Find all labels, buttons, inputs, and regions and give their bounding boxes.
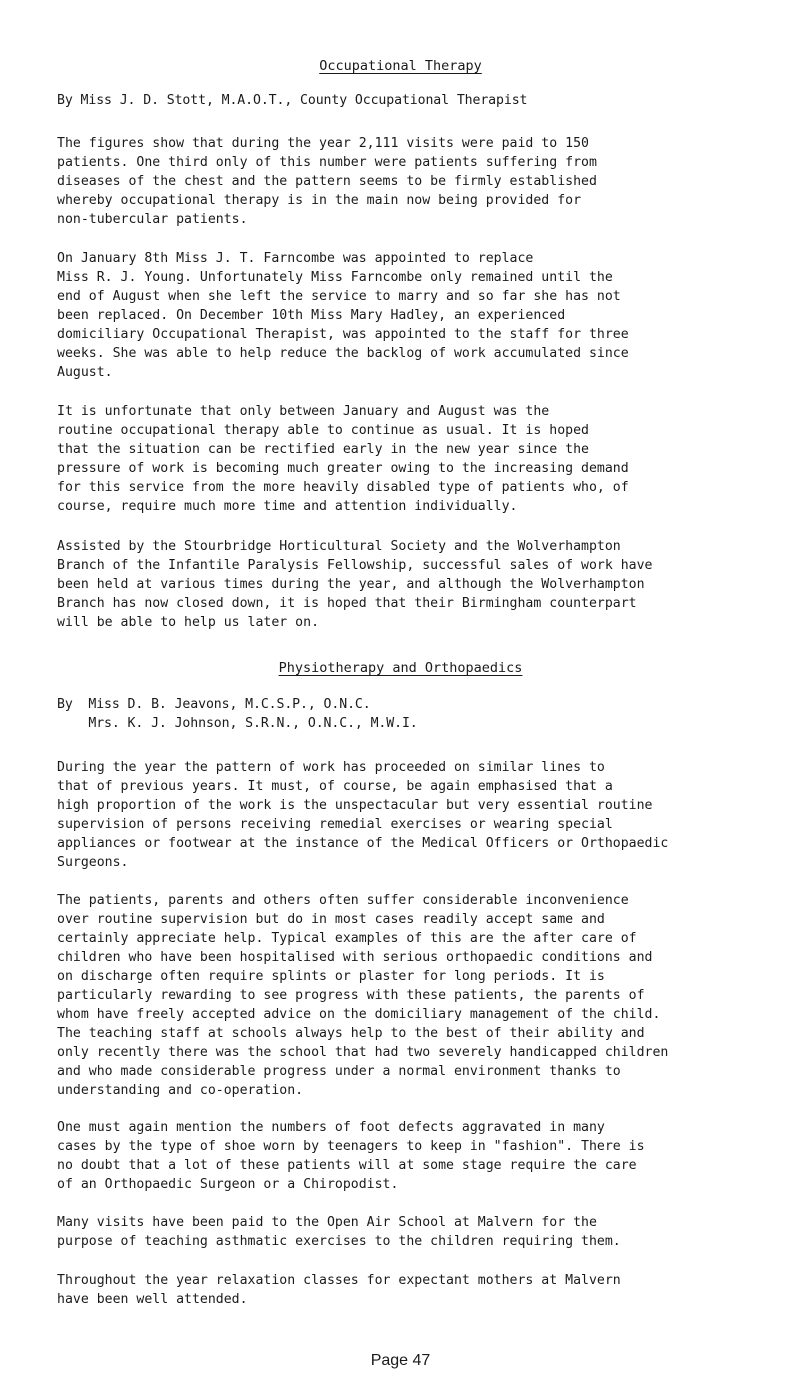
s1-paragraph-1 bbox=[57, 134, 787, 229]
text-line: and who made considerable progress under a normal environment thanks to bbox=[57, 1064, 621, 1079]
text-line: It is unfortunate that only between January and August was the bbox=[57, 404, 550, 419]
section2-byline-1: By Miss D. B. Jeavons, M.C.S.P., O.N.C. bbox=[57, 697, 371, 712]
text-line: Many visits have been paid to the Open Air School at Malvern for the bbox=[57, 1215, 597, 1230]
section-title-occupational-therapy: Occupational Therapy bbox=[319, 58, 482, 74]
text-line: on discharge often require splints or plaster for long periods. It is bbox=[57, 969, 605, 984]
text-line: cases by the type of shoe worn by teenagers to keep in "fashion". There is bbox=[57, 1139, 645, 1154]
text-line: that of previous years. It must, of course, be again emphasised that a bbox=[57, 779, 613, 794]
text-line: supervision of persons receiving remedial exercises or wearing special bbox=[57, 817, 613, 832]
text-line: that the situation can be rectified early in the new year since the bbox=[57, 442, 589, 457]
text-line: understanding and co-operation. bbox=[57, 1083, 304, 1098]
text-line: have been well attended. bbox=[57, 1292, 248, 1307]
text-line: The teaching staff at schools always help to the best of their ability and bbox=[57, 1026, 645, 1041]
text-line: pressure of work is becoming much greater owing to the increasing demand bbox=[57, 461, 629, 476]
text-line: been replaced. On December 10th Miss Mary Hadley, an experienced bbox=[57, 308, 566, 323]
text-line: On January 8th Miss J. T. Farncombe was appointed to replace bbox=[57, 251, 534, 266]
section-title-physiotherapy: Physiotherapy and Orthopaedics bbox=[278, 660, 523, 676]
text-line: high proportion of the work is the unspectacular but very essential routine bbox=[57, 798, 653, 813]
text-line: Assisted by the Stourbridge Horticultural Society and the Wolverhampton bbox=[57, 539, 621, 554]
text-line: domiciliary Occupational Therapist, was appointed to the staff for three bbox=[57, 327, 629, 342]
text-line: Surgeons. bbox=[57, 855, 129, 870]
text-line: children who have been hospitalised with serious orthopaedic conditions and bbox=[57, 950, 653, 965]
text-line: August. bbox=[57, 365, 113, 380]
s2-paragraph-3 bbox=[57, 1118, 787, 1194]
text-line: weeks. She was able to help reduce the backlog of work accumulated since bbox=[57, 346, 629, 361]
text-line: over routine supervision but do in most cases readily accept same and bbox=[57, 912, 605, 927]
section2-byline-2: Mrs. K. J. Johnson, S.R.N., O.N.C., M.W.I. bbox=[57, 716, 418, 731]
text-line: particularly rewarding to see progress with these patients, the parents of bbox=[57, 988, 645, 1003]
text-line: During the year the pattern of work has proceeded on similar lines to bbox=[57, 760, 605, 775]
text-line: routine occupational therapy able to continue as usual. It is hoped bbox=[57, 423, 589, 438]
page-number: Page 47 bbox=[370, 1352, 431, 1369]
text-line: of an Orthopaedic Surgeon or a Chiropodist. bbox=[57, 1177, 399, 1192]
text-line: certainly appreciate help. Typical examples of this are the after care of bbox=[57, 931, 637, 946]
s1-paragraph-3 bbox=[57, 402, 787, 516]
s1-paragraph-2 bbox=[57, 249, 787, 382]
section1-byline: By Miss J. D. Stott, M.A.O.T., County Occupational Therapist bbox=[57, 93, 528, 108]
s2-paragraph-1 bbox=[57, 758, 787, 872]
text-line: purpose of teaching asthmatic exercises to the children requiring them. bbox=[57, 1234, 621, 1249]
text-line: whereby occupational therapy is in the main now being provided for bbox=[57, 193, 582, 208]
s2-paragraph-4 bbox=[57, 1213, 787, 1251]
text-line: Branch has now closed down, it is hoped that their Birmingham counterpart bbox=[57, 596, 637, 611]
s2-paragraph-5 bbox=[57, 1271, 787, 1309]
text-line: Throughout the year relaxation classes for expectant mothers at Malvern bbox=[57, 1273, 621, 1288]
text-line: whom have freely accepted advice on the domiciliary management of the child. bbox=[57, 1007, 661, 1022]
text-line: The figures show that during the year 2,111 visits were paid to 150 bbox=[57, 136, 589, 151]
text-line: appliances or footwear at the instance of the Medical Officers or Orthopaedic bbox=[57, 836, 669, 851]
text-line: will be able to help us later on. bbox=[57, 615, 320, 630]
text-line: non-tubercular patients. bbox=[57, 212, 248, 227]
text-line: no doubt that a lot of these patients will at some stage require the care bbox=[57, 1158, 637, 1173]
text-line: Branch of the Infantile Paralysis Fellowship, successful sales of work have bbox=[57, 558, 653, 573]
s2-paragraph-2 bbox=[57, 891, 787, 1100]
text-line: Miss R. J. Young. Unfortunately Miss Farncombe only remained until the bbox=[57, 270, 613, 285]
text-line: end of August when she left the service to marry and so far she has not bbox=[57, 289, 621, 304]
text-line: for this service from the more heavily disabled type of patients who, of bbox=[57, 480, 629, 495]
text-line: course, require much more time and attention individually. bbox=[57, 499, 518, 514]
text-line: One must again mention the numbers of foot defects aggravated in many bbox=[57, 1120, 605, 1135]
text-line: The patients, parents and others often suffer considerable inconvenience bbox=[57, 893, 629, 908]
text-line: diseases of the chest and the pattern seems to be firmly established bbox=[57, 174, 597, 189]
text-line: patients. One third only of this number were patients suffering from bbox=[57, 155, 597, 170]
text-line: only recently there was the school that had two severely handicapped children bbox=[57, 1045, 669, 1060]
text-line: been held at various times during the year, and although the Wolverhampton bbox=[57, 577, 645, 592]
s1-paragraph-4 bbox=[57, 537, 787, 632]
